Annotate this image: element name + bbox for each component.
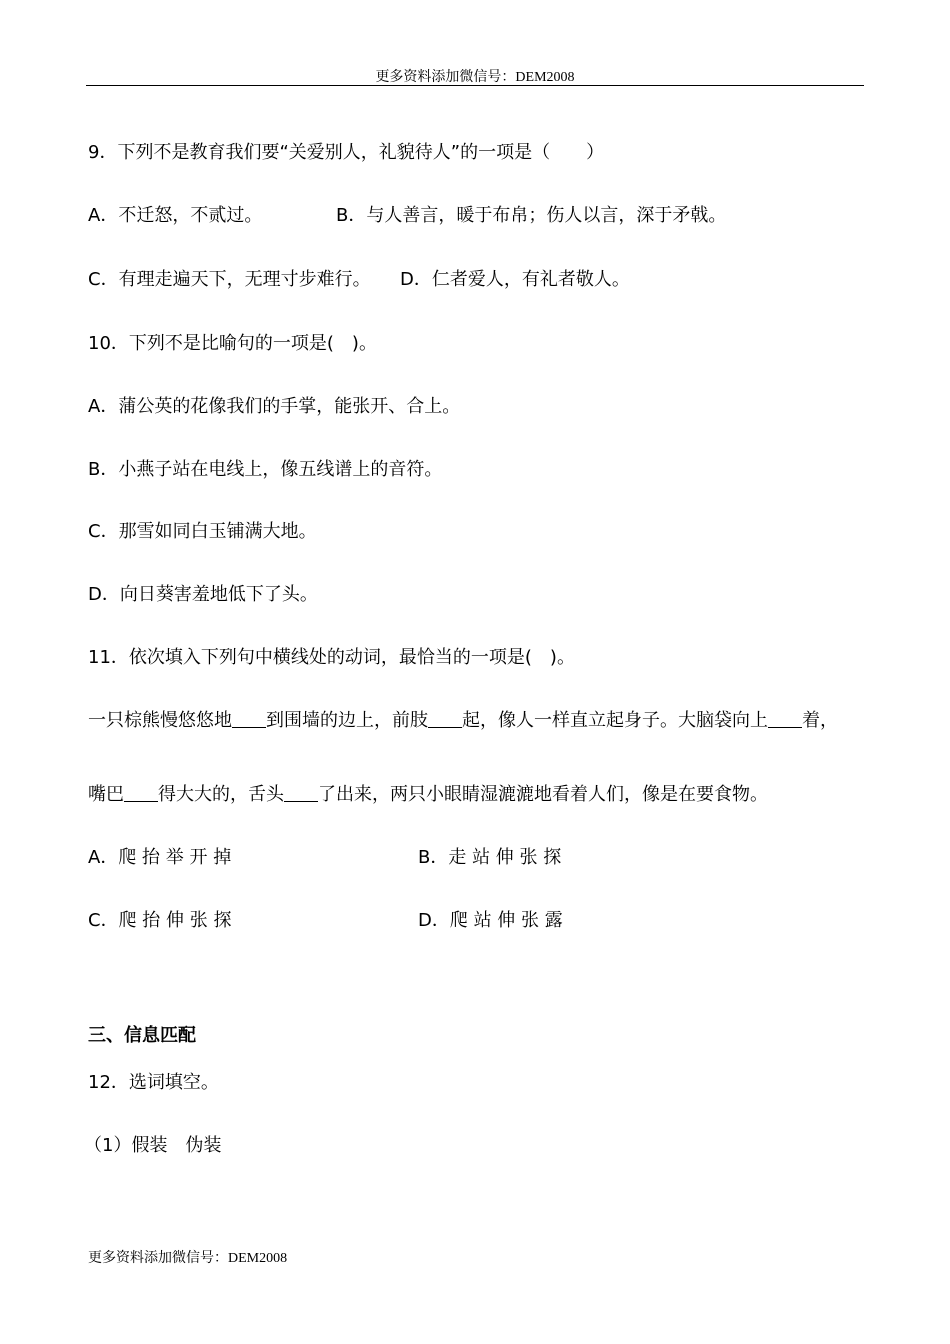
q10-option-c: C．那雪如同白玉铺满大地。: [88, 521, 317, 542]
page-header: 更多资料添加微信号：DEM2008: [375, 70, 575, 85]
fill-blank: [428, 709, 462, 728]
q11-passage-text: 一只棕熊慢悠悠地: [88, 710, 232, 731]
section-heading: 三、信息匹配: [88, 1025, 196, 1046]
q10-option-b: B．小燕子站在电线上，像五线谱上的音符。: [88, 459, 443, 480]
q10-option-a: A．蒲公英的花像我们的手掌，能张开、合上。: [88, 396, 461, 417]
fill-blank: [124, 783, 158, 802]
q11-passage-text: 着，: [802, 710, 838, 731]
q11-passage-line-2: [88, 780, 768, 806]
q11-option-c: C．爬 抬 伸 张 探: [88, 910, 232, 931]
q12-sub-1: （1）假装 伪装: [84, 1135, 222, 1156]
q11-option-d: D．爬 站 伸 张 露: [418, 910, 563, 931]
q9-stem: 9．下列不是教育我们要“关爱别人，礼貌待人”的一项是（ ）: [88, 142, 605, 163]
q9-option-d: D．仁者爱人，有礼者敬人。: [400, 269, 630, 290]
header-divider: [86, 85, 864, 86]
q11-passage-line-1: [88, 706, 838, 732]
q9-option-a: A．不迁怒，不贰过。: [88, 205, 263, 226]
q10-stem: 10．下列不是比喻句的一项是( )。: [88, 333, 377, 354]
q11-passage-text: 得大大的，舌头: [158, 784, 284, 805]
fill-blank: [232, 709, 266, 728]
fill-blank: [284, 783, 318, 802]
q11-passage-text: 到围墙的边上，前肢: [266, 710, 428, 731]
fill-blank: [768, 709, 802, 728]
q11-passage-text: 了出来，两只小眼睛湿漉漉地看着人们，像是在要食物。: [318, 784, 768, 805]
q11-passage-text: 起，像人一样直立起身子。大脑袋向上: [462, 710, 768, 731]
q11-passage-text: 嘴巴: [88, 784, 124, 805]
q9-option-b: B．与人善言，暖于布帛；伤人以言，深于矛戟。: [336, 205, 727, 226]
page-footer: 更多资料添加微信号：DEM2008: [88, 1251, 288, 1266]
q9-option-c: C．有理走遍天下，无理寸步难行。: [88, 269, 371, 290]
q11-option-a: A．爬 抬 举 开 掉: [88, 847, 232, 868]
q11-option-b: B．走 站 伸 张 探: [418, 847, 562, 868]
q10-option-d: D．向日葵害羞地低下了头。: [88, 584, 318, 605]
q11-stem: 11．依次填入下列句中横线处的动词，最恰当的一项是( )。: [88, 647, 575, 668]
q12-stem: 12．选词填空。: [88, 1072, 219, 1093]
